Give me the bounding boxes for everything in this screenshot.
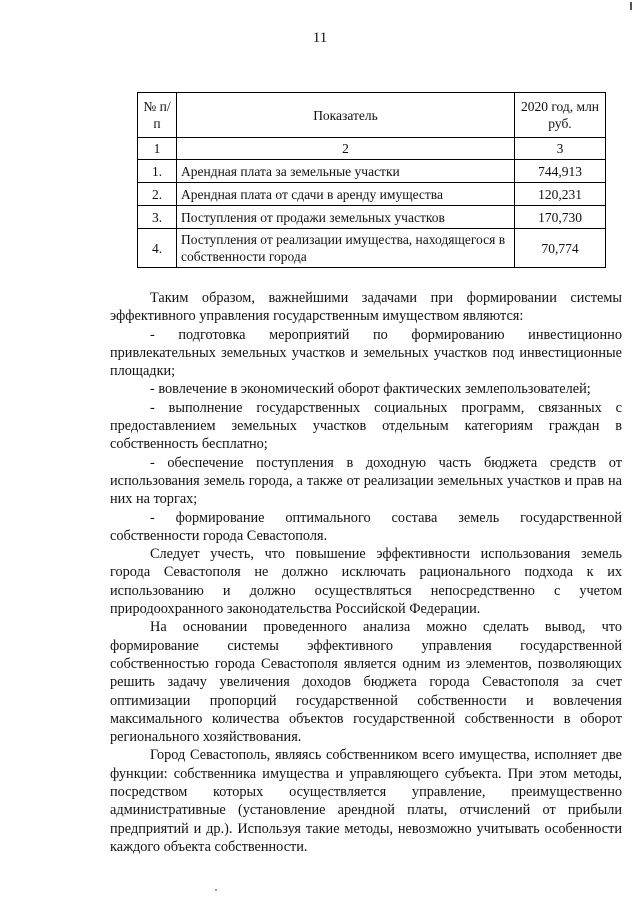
row-value: 744,913 xyxy=(515,160,606,183)
list-item: - формирование оптимального состава земель государственной собственности города Севастополя. xyxy=(110,509,622,544)
row-value: 120,231 xyxy=(515,183,606,206)
row-indicator: Арендная плата от сдачи в аренду имущества xyxy=(177,183,515,206)
column-number: 1 xyxy=(138,138,177,160)
list-item: - выполнение государственных социальных программ, связанных с предоставлением земельных участков отдельным категориям граждан в собственность бесплатно; xyxy=(110,399,622,453)
table-row xyxy=(138,206,606,229)
row-num: 1. xyxy=(138,160,177,183)
table-row xyxy=(138,183,606,206)
column-numbers-row xyxy=(138,138,606,160)
paragraph: Таким образом, важнейшими задачами при формировании системы эффективного управления государственным имуществом являются: xyxy=(110,290,622,325)
column-number: 3 xyxy=(515,138,606,160)
list-item: - обеспечение поступления в доходную часть бюджета средств от использования земель города, а также от реализации земельных участков и прав на них на торгах; xyxy=(110,454,622,508)
revenue-table xyxy=(137,92,606,268)
column-number: 2 xyxy=(177,138,515,160)
list-item: - подготовка мероприятий по формированию инвестиционно привлекательных земельных участков и земельных участков под инвестиционные площадки; xyxy=(110,326,622,380)
row-indicator: Арендная плата за земельные участки xyxy=(177,160,515,183)
paragraph: Город Севастополь, являясь собственником всего имущества, исполняет две функции: собственника имущества и управляющего субъекта. При этом методы, посредством которых осуществляется управление, преимущественно административные (установление арендной платы, отчислений от прибыли предприятий и др.). Используя такие методы, невозможно учитывать особенности каждого объекта собственности. xyxy=(110,747,622,855)
row-num: 2. xyxy=(138,183,177,206)
header-num: № п/п xyxy=(138,93,177,138)
row-indicator: Поступления от продажи земельных участков xyxy=(177,206,515,229)
page-number: 11 xyxy=(312,30,328,46)
row-num: 4. xyxy=(138,229,177,268)
table-row xyxy=(138,229,606,268)
row-indicator: Поступления от реализации имущества, находящегося в собственности города xyxy=(177,229,515,268)
list-item: - вовлечение в экономический оборот фактических землепользователей; xyxy=(150,381,591,398)
row-value: 70,774 xyxy=(515,229,606,268)
body-text xyxy=(110,289,622,856)
row-num: 3. xyxy=(138,206,177,229)
table-header-row xyxy=(138,93,606,138)
scan-artifact xyxy=(215,889,217,891)
row-value: 170,730 xyxy=(515,206,606,229)
header-value: 2020 год, млн руб. xyxy=(515,93,606,138)
table-row xyxy=(138,160,606,183)
paragraph: Следует учесть, что повышение эффективности использования земель города Севастополя не должно исключать рационального подхода к их использованию и должно осуществляться непосредственно с учетом природоохранного законодательства Российской Федерации. xyxy=(110,546,622,618)
header-indicator: Показатель xyxy=(177,93,515,138)
paragraph: На основании проведенного анализа можно сделать вывод, что формирование системы эффективного управления государственной собственностью города Севастополя является одним из элементов, позволяющих решить задачу увеличения доходов бюджета города Севастополя за счет оптимизации пропорций государственной собственности и вовлечения максимального количества объектов государственной собственности в оборот регионального хозяйствования. xyxy=(110,619,622,746)
scan-artifact xyxy=(630,2,632,10)
